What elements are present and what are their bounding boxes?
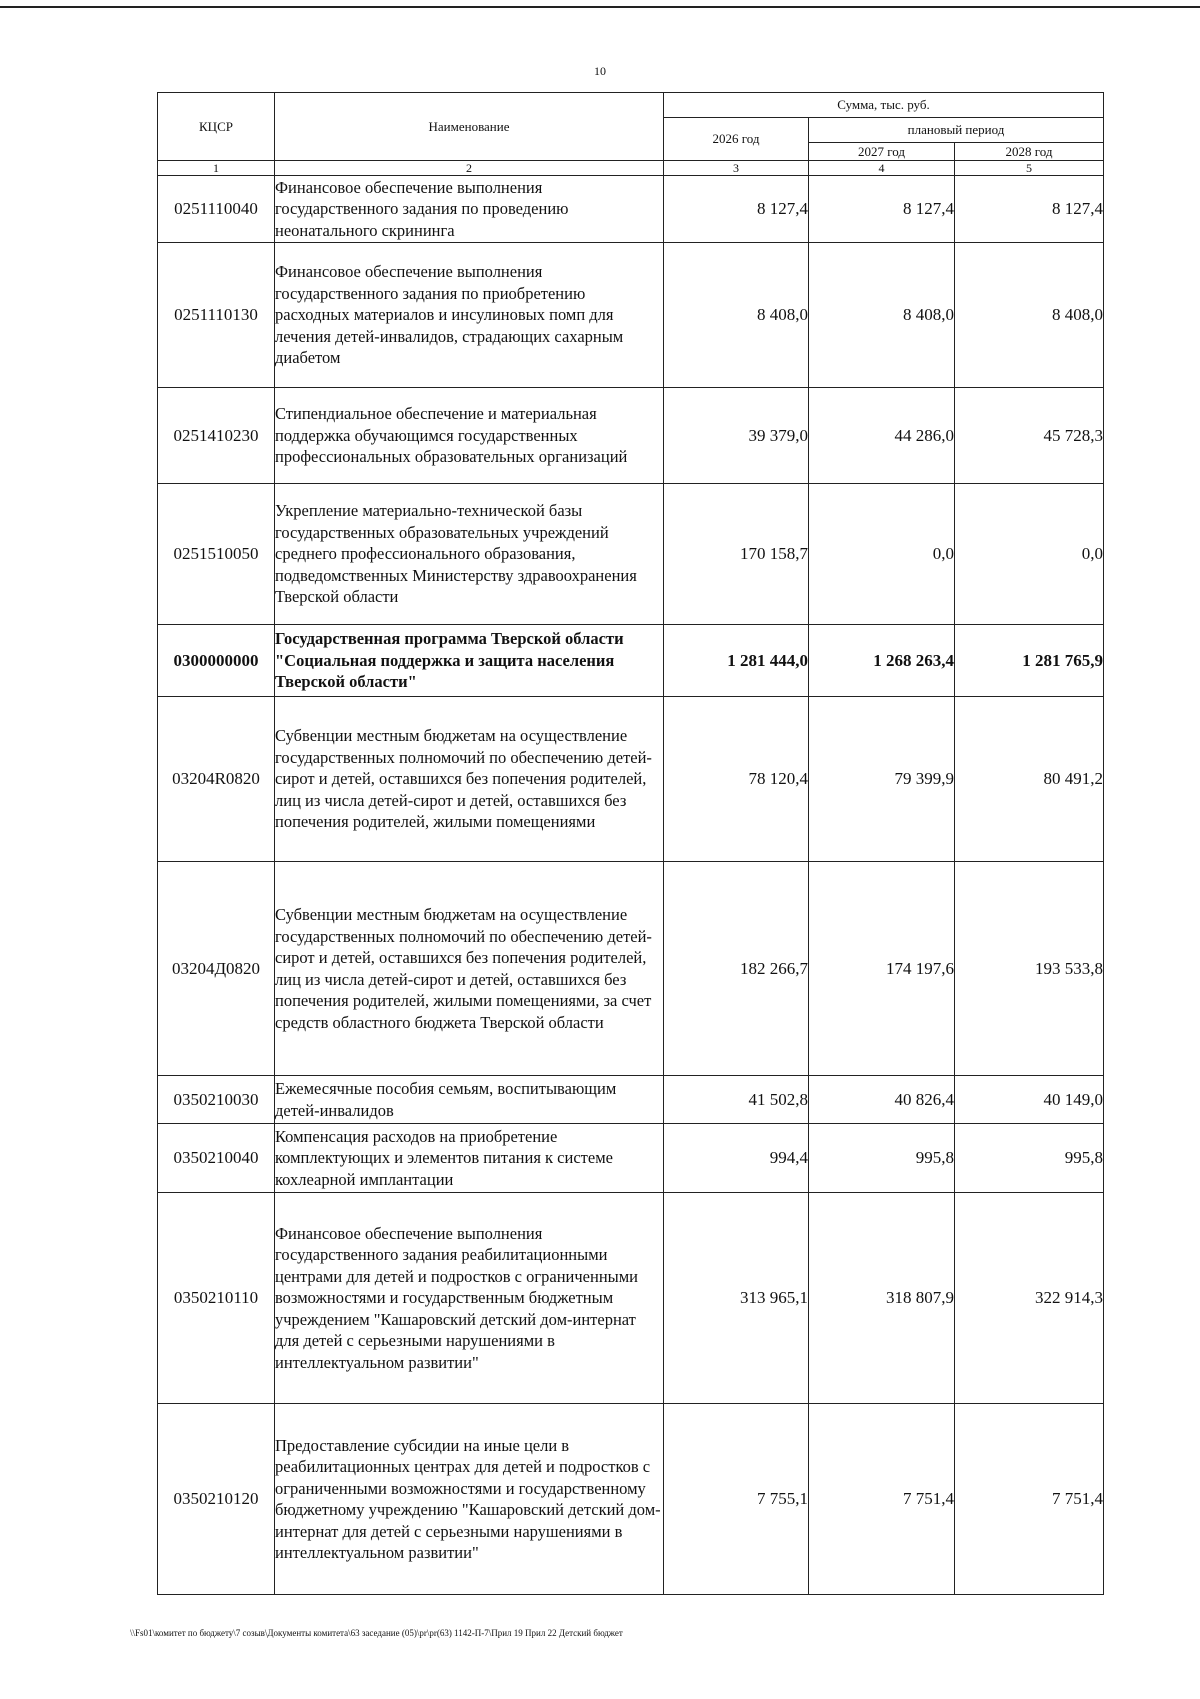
row-value-2027: 7 751,4 [809, 1404, 955, 1595]
row-value-2027: 44 286,0 [809, 388, 955, 484]
row-name: Финансовое обеспечение выполнения государственного задания по проведению неонатального скрининга [275, 176, 664, 243]
row-value-2028: 45 728,3 [955, 388, 1104, 484]
header-year-2028: 2028 год [955, 143, 1104, 161]
row-value-2026: 182 266,7 [664, 862, 809, 1076]
header-year-2027: 2027 год [809, 143, 955, 161]
row-value-2027: 8 127,4 [809, 176, 955, 243]
row-name: Субвенции местным бюджетам на осуществление государственных полномочий по обеспечению детей-сирот и детей, оставшихся без попечения родителей, лиц из числа детей-сирот и детей, оставшихся без попечения родителей, жилыми помещениями [275, 697, 664, 862]
row-value-2027: 995,8 [809, 1124, 955, 1193]
row-code: 0251510050 [158, 484, 275, 625]
budget-table [157, 92, 1104, 1595]
table-row [158, 243, 1104, 388]
column-number: 2 [275, 161, 664, 176]
table-row [158, 388, 1104, 484]
table-row [158, 1404, 1104, 1595]
row-value-2026: 39 379,0 [664, 388, 809, 484]
row-code: 03204Д0820 [158, 862, 275, 1076]
row-code: 0350210120 [158, 1404, 275, 1595]
table-row [158, 862, 1104, 1076]
row-value-2028: 80 491,2 [955, 697, 1104, 862]
table-row [158, 176, 1104, 243]
row-name: Компенсация расходов на приобретение комплектующих и элементов питания к системе кохлеарной имплантации [275, 1124, 664, 1193]
row-value-2026: 41 502,8 [664, 1076, 809, 1124]
row-value-2026: 313 965,1 [664, 1193, 809, 1404]
row-value-2028: 322 914,3 [955, 1193, 1104, 1404]
table-row [158, 697, 1104, 862]
row-value-2028: 193 533,8 [955, 862, 1104, 1076]
row-value-2027: 174 197,6 [809, 862, 955, 1076]
row-value-2026: 7 755,1 [664, 1404, 809, 1595]
footer-file-path: \\Fs01\комитет по бюджету\7 созыв\Документы комитета\63 заседание (05)\pr\pr(63) 1142-П-7\Прил 19 Прил 22 Детский бюджет [130, 1628, 623, 1638]
header-code: КЦСР [158, 93, 275, 161]
row-code: 0300000000 [158, 625, 275, 697]
table-row [158, 1124, 1104, 1193]
row-code: 0350210040 [158, 1124, 275, 1193]
row-name: Субвенции местным бюджетам на осуществление государственных полномочий по обеспечению детей-сирот и детей, оставшихся без попечения родителей, лиц из числа детей-сирот и детей, оставшихся без попечения родителей, жилыми помещениями, за счет средств областного бюджета Тверской области [275, 862, 664, 1076]
header-planned-period: плановый период [809, 118, 1104, 143]
row-value-2026: 78 120,4 [664, 697, 809, 862]
row-code: 0350210110 [158, 1193, 275, 1404]
table-row [158, 1193, 1104, 1404]
row-name: Финансовое обеспечение выполнения государственного задания реабилитационными центрами для детей и подростков с ограниченными возможностями и государственным бюджетным учреждением "Кашаровский детский дом-интернат для детей с серьезными нарушениями в интеллектуальном развитии" [275, 1193, 664, 1404]
row-value-2027: 40 826,4 [809, 1076, 955, 1124]
table-row [158, 484, 1104, 625]
row-value-2026: 170 158,7 [664, 484, 809, 625]
column-number: 5 [955, 161, 1104, 176]
row-value-2028: 995,8 [955, 1124, 1104, 1193]
row-code: 0251410230 [158, 388, 275, 484]
row-name: Финансовое обеспечение выполнения государственного задания по приобретению расходных материалов и инсулиновых помп для лечения детей-инвалидов, страдающих сахарным диабетом [275, 243, 664, 388]
row-value-2027: 8 408,0 [809, 243, 955, 388]
header-year-2026: 2026 год [664, 118, 809, 161]
row-value-2028: 0,0 [955, 484, 1104, 625]
row-name: Укрепление материально-технической базы государственных образовательных учреждений среднего профессионального образования, подведомственных Министерству здравоохранения Тверской области [275, 484, 664, 625]
row-value-2026: 8 408,0 [664, 243, 809, 388]
row-value-2026: 994,4 [664, 1124, 809, 1193]
row-value-2027: 318 807,9 [809, 1193, 955, 1404]
table-row [158, 1076, 1104, 1124]
row-code: 0350210030 [158, 1076, 275, 1124]
row-code: 03204R0820 [158, 697, 275, 862]
row-code: 0251110130 [158, 243, 275, 388]
column-number: 4 [809, 161, 955, 176]
row-value-2027: 1 268 263,4 [809, 625, 955, 697]
row-value-2028: 7 751,4 [955, 1404, 1104, 1595]
column-number: 1 [158, 161, 275, 176]
row-value-2027: 79 399,9 [809, 697, 955, 862]
row-value-2026: 8 127,4 [664, 176, 809, 243]
row-value-2027: 0,0 [809, 484, 955, 625]
row-value-2028: 1 281 765,9 [955, 625, 1104, 697]
row-name: Предоставление субсидии на иные цели в реабилитационных центрах для детей и подростков с ограниченными возможностями и государственному бюджетному учреждению "Кашаровский детский дом-интернат для детей с серьезными нарушениями в интеллектуальном развитии" [275, 1404, 664, 1595]
table-row [158, 625, 1104, 697]
row-value-2026: 1 281 444,0 [664, 625, 809, 697]
row-value-2028: 8 408,0 [955, 243, 1104, 388]
top-rule [0, 0, 1200, 8]
row-name: Стипендиальное обеспечение и материальная поддержка обучающимся государственных профессиональных образовательных организаций [275, 388, 664, 484]
row-value-2028: 40 149,0 [955, 1076, 1104, 1124]
row-value-2028: 8 127,4 [955, 176, 1104, 243]
column-number: 3 [664, 161, 809, 176]
header-name: Наименование [275, 93, 664, 161]
page-number: 10 [594, 64, 606, 78]
row-name: Ежемесячные пособия семьям, воспитывающим детей-инвалидов [275, 1076, 664, 1124]
header-sum: Сумма, тыс. руб. [664, 93, 1104, 118]
row-name: Государственная программа Тверской области "Социальная поддержка и защита населения Тверской области" [275, 625, 664, 697]
row-code: 0251110040 [158, 176, 275, 243]
